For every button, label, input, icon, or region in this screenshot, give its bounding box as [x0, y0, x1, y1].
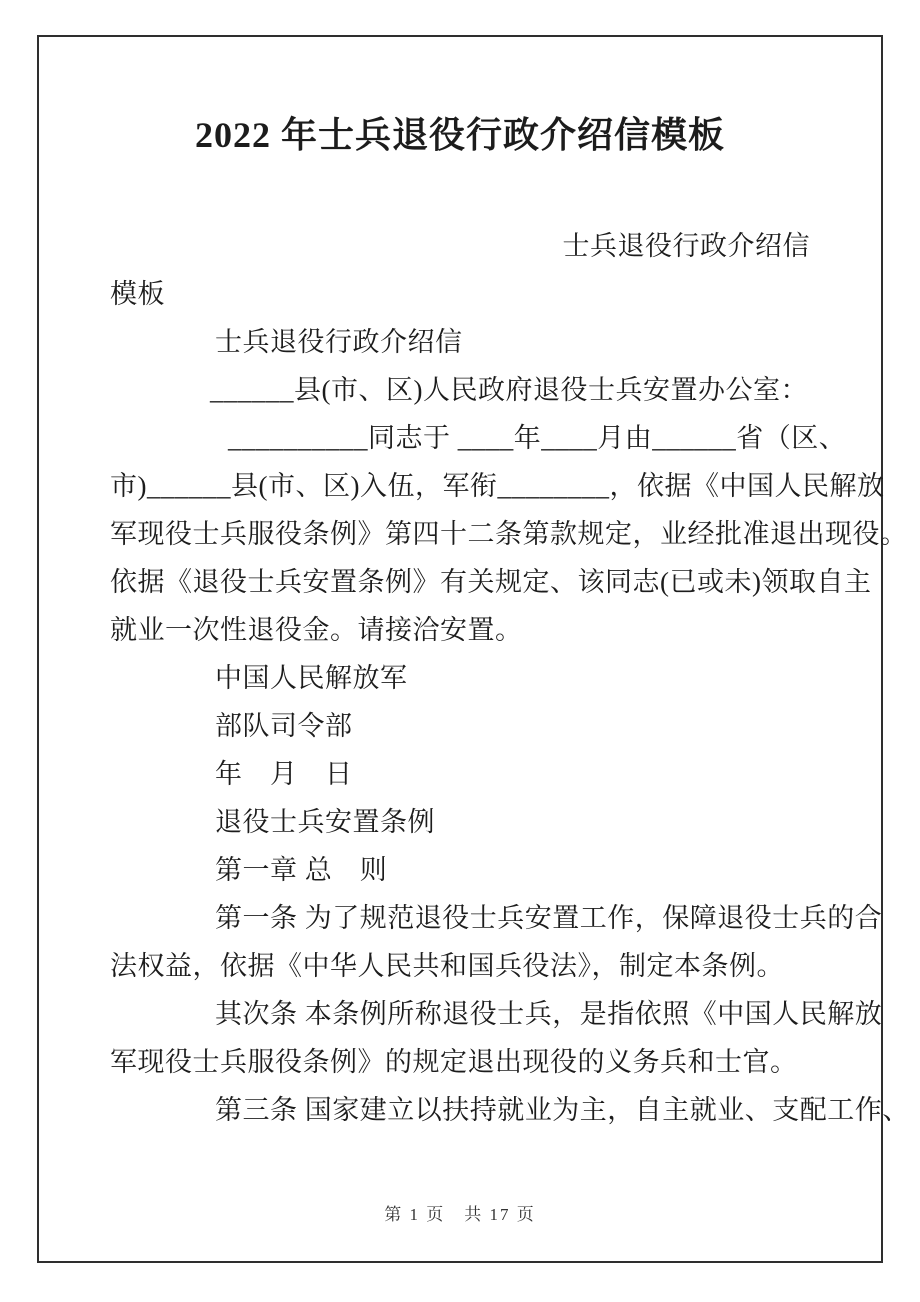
document-line-article-3: 第三条 国家建立以扶持就业为主，自主就业、支配工作、 [215, 1095, 910, 1125]
document-line-signature-org: 中国人民解放军 [215, 663, 408, 693]
document-line-chapter-heading: 第一章 总 则 [215, 855, 388, 885]
document-line-article-2: 其次条 本条例所称退役士兵，是指依照《中国人民解放 [215, 999, 883, 1029]
document-title: 2022 年士兵退役行政介绍信模板 [194, 115, 725, 155]
document-line: 军现役士兵服役条例》的规定退出现役的义务兵和士官。 [110, 1047, 798, 1077]
document-content [110, 0, 910, 1134]
document-line-blank-name: __________同志于 ____年____月由______省（区、 [228, 423, 847, 453]
document-line: 就业一次性退役金。请接洽安置。 [110, 615, 523, 645]
document-line-regulation-title: 退役士兵安置条例 [215, 807, 435, 837]
document-line: 士兵退役行政介绍信 [215, 327, 463, 357]
document-line: 依据《退役士兵安置条例》有关规定、该同志(已或未)领取自主 [110, 567, 872, 597]
document-line: 士兵退役行政介绍信 [562, 231, 810, 261]
document-line: 法权益，依据《中华人民共和国兵役法》，制定本条例。 [110, 951, 784, 981]
document-line-signature-dept: 部队司令部 [215, 711, 353, 741]
document-line: 军现役士兵服役条例》第四十二条第款规定，业经批准退出现役。 [110, 519, 908, 549]
document-line: 模板 [110, 279, 165, 309]
document-line-article-1: 第一条 为了规范退役士兵安置工作，保障退役士兵的合 [215, 903, 883, 933]
document-line-blank-recipient: ______县(市、区)人民政府退役士兵安置办公室： [210, 375, 808, 405]
page-number-footer: 第 1 页 共 17 页 [384, 1205, 536, 1224]
document-line-date: 年 月 日 [215, 759, 353, 789]
document-line-blank-enlist: 市)______县(市、区)入伍，军衔________，依据《中国人民解放 [110, 471, 885, 501]
